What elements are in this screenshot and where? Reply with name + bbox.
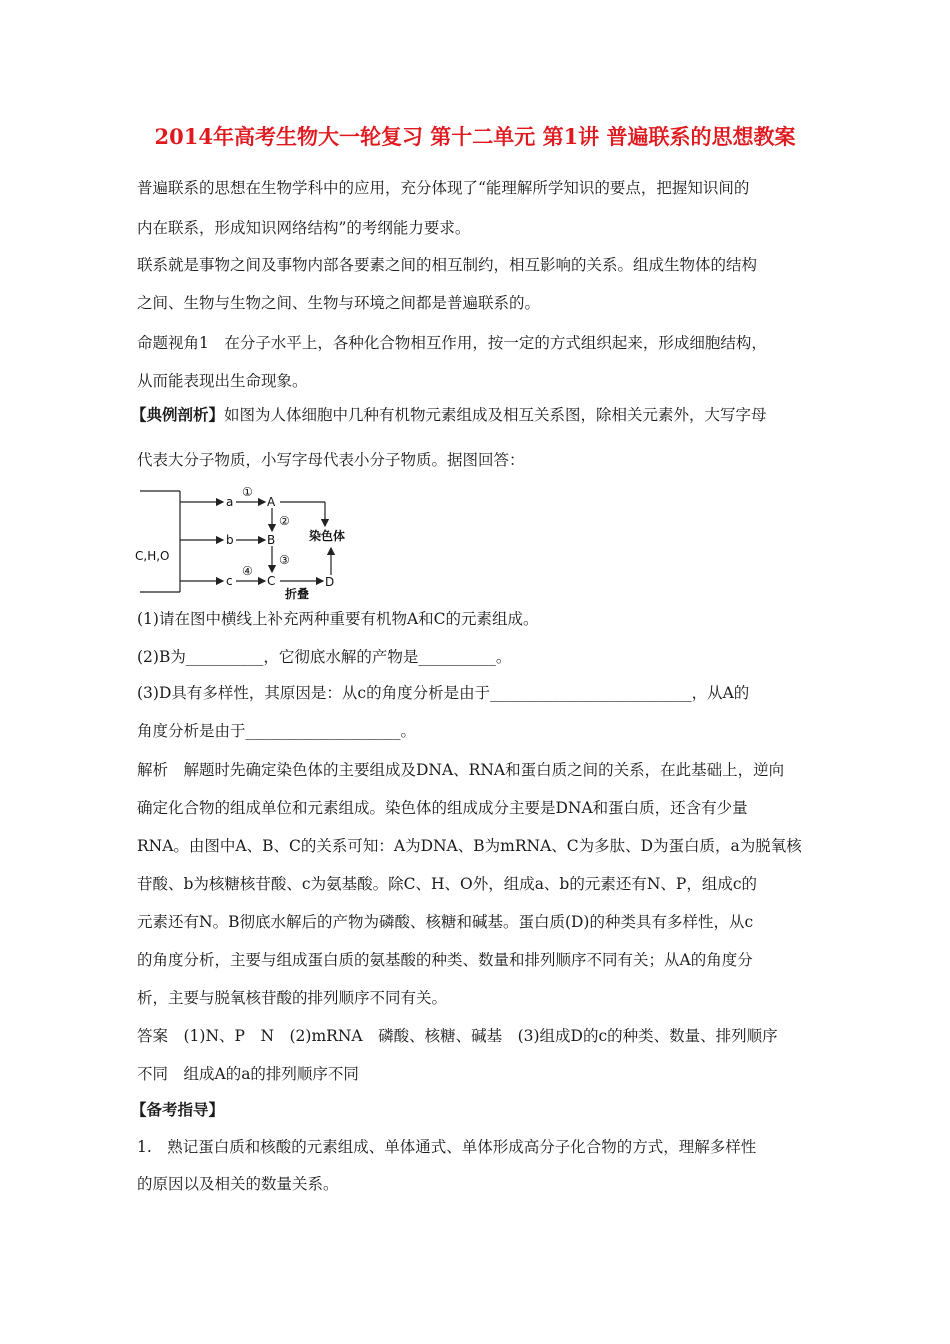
label-a: a (226, 495, 234, 509)
analysis-line-2: 确定化合物的组成单位和元素组成。染色体的组成成分主要是DNA和蛋白质，还含有少量 (137, 799, 748, 817)
compound-relation-diagram (135, 480, 365, 600)
analysis-line-5: 元素还有N。B彻底水解后的产物为磷酸、核糖和碱基。蛋白质(D)的种类具有多样性，从c (137, 913, 754, 931)
guide-item-1-line-2: 的原因以及相关的数量关系。 (137, 1175, 339, 1193)
analysis-line-6: 的角度分析，主要与组成蛋白质的氨基酸的种类、数量和排列顺序不同有关；从A的角度分 (137, 951, 753, 969)
intro-paragraph-1-line-1: 普遍联系的思想在生物学科中的应用，充分体现了“能理解所学知识的要点，把握知识间的 (137, 179, 750, 197)
label-b: b (226, 533, 234, 547)
question-2: (2)B为__________，它彻底水解的产物是__________。 (137, 648, 512, 666)
perspective-1-line-1: 命题视角1 在分子水平上，各种化合物相互作用，按一定的方式组织起来，形成细胞结构， (137, 334, 767, 352)
example-text-1: 如图为人体细胞中几种有机物元素组成及相互关系图，除相关元素外，大写字母 (224, 406, 767, 424)
intro-paragraph-2-line-1: 联系就是事物之间及事物内部各要素之间的相互制约，相互影响的关系。组成生物体的结构 (137, 256, 758, 274)
question-3-line-2: 角度分析是由于____________________。 (137, 722, 417, 740)
step-4: ④ (242, 564, 253, 578)
label-A: A (267, 495, 276, 509)
answer-line-2: 不同 组成A的a的排列顺序不同 (137, 1065, 359, 1083)
label-chromosome: 染色体 (309, 529, 346, 543)
guide-label: 【备考指导】 (131, 1100, 225, 1119)
label-c: c (226, 574, 233, 588)
answer-line-1: 答案 (1)N、P N (2)mRNA 磷酸、核糖、碱基 (3)组成D的c的种类、数量、排列顺序 (137, 1027, 778, 1045)
label-B: B (267, 533, 276, 547)
document-title: 2014年高考生物大一轮复习 第十二单元 第1讲 普遍联系的思想教案 (154, 124, 796, 149)
question-1: (1)请在图中横线上补充两种重要有机物A和C的元素组成。 (137, 610, 539, 628)
analysis-line-7: 析，主要与脱氧核苷酸的排列顺序不同有关。 (137, 989, 448, 1007)
analysis-line-4: 苷酸、b为核糖核苷酸、c为氨基酸。除C、H、O外，组成a、b的元素还有N、P，组成c的 (137, 875, 758, 893)
label-D: D (325, 575, 335, 589)
analysis-line-3: RNA。由图中A、B、C的关系可知：A为DNA、B为mRNA、C为多肽、D为蛋白质，a为脱氧核 (137, 837, 802, 855)
step-3: ③ (279, 553, 290, 567)
intro-paragraph-1-line-2: 内在联系，形成知识网络结构”的考纲能力要求。 (137, 219, 471, 237)
label-fold: 折叠 (285, 587, 310, 600)
question-3-line-1: (3)D具有多样性，其原因是：从c的角度分析是由于__________________________，从A的 (137, 684, 750, 702)
step-1: ① (242, 485, 253, 499)
element-label: C,H,O (135, 549, 170, 563)
step-2: ② (279, 514, 290, 528)
analysis-line-1: 解析 解题时先确定染色体的主要组成及DNA、RNA和蛋白质之间的关系，在此基础上，逆向 (137, 761, 785, 779)
example-line-1 (131, 405, 767, 425)
example-line-2: 代表大分子物质，小写字母代表小分子物质。据图回答： (137, 451, 525, 469)
guide-item-1-line-1: 1. 熟记蛋白质和核酸的元素组成、单体通式、单体形成高分子化合物的方式，理解多样性 (137, 1138, 757, 1156)
intro-paragraph-2-line-2: 之间、生物与生物之间、生物与环境之间都是普遍联系的。 (137, 294, 541, 312)
example-label: 【典例剖析】 (131, 405, 225, 424)
label-C: C (267, 574, 276, 588)
perspective-1-line-2: 从而能表现出生命现象。 (137, 372, 308, 390)
